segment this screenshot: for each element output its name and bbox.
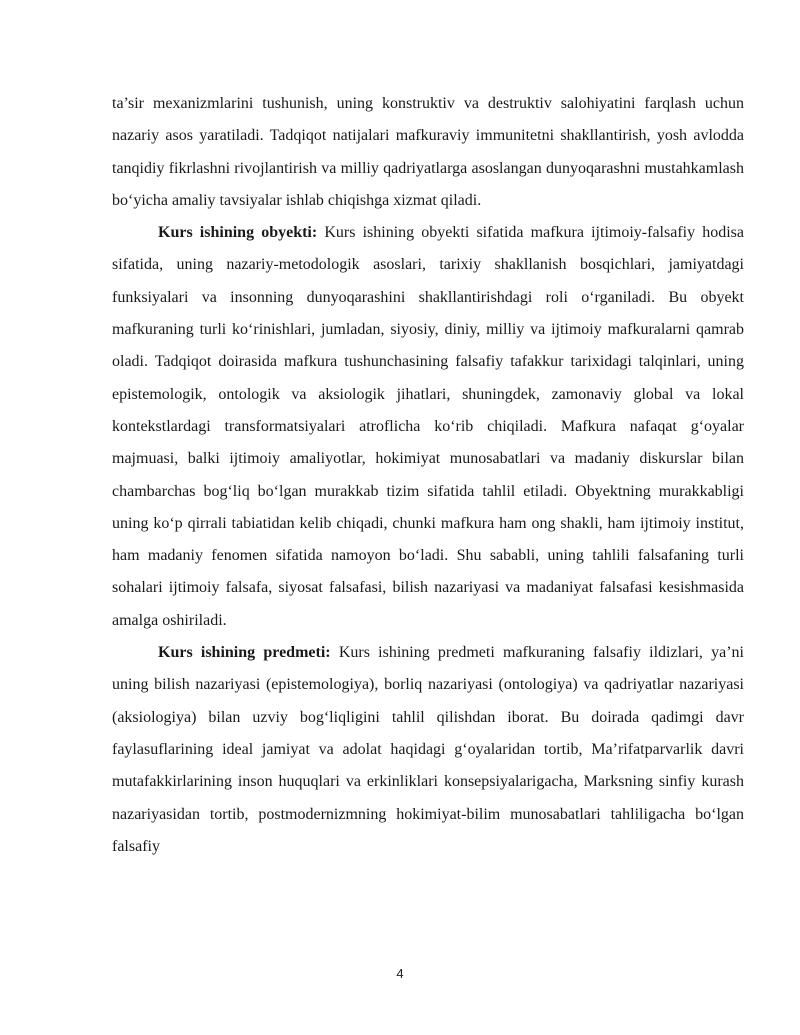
- paragraph-text: Kurs ishining predmeti mafkuraning falsafiy ildizlari, ya’ni uning bilish nazariyasi (epistemologiya), borliq nazariyasi (ontologiya) va qadriyatlar nazariyasi (aksiologiya) bilan uzviy bog‘liqligini tahlil qilishdan iborat. Bu doirada qadimgi davr faylasuflarining ideal jamiyat va adolat haqidagi g‘oyalaridan tortib, Ma’rifatparvarlik davri mutafakkirlarining inson huquqlari va erkinliklari konsepsiyalarigacha, Marksning sinfiy kurash nazariyasidan tortib, postmodernizmning hokimiyat-bilim munosabatlari tahliligacha bo‘lgan falsafiy: [112, 644, 745, 855]
- paragraph-subject: [112, 637, 744, 863]
- document-page: [112, 88, 744, 863]
- paragraph-object: [112, 217, 744, 637]
- paragraph-continuation: [112, 88, 744, 217]
- paragraph-text: ta’sir mexanizmlarini tushunish, uning konstruktiv va destruktiv salohiyatini farqlash uchun nazariy asos yaratiladi. Tadqiqot natijalari mafkuraviy immunitetni shakllantirish, yosh avlodda tanqidiy fikrlashni rivojlantirish va milliy qadriyatlarga asoslangan dunyoqarashni mustahkamlash bo‘yicha amaliy tavsiyalar ishlab chiqishga xizmat qiladi.: [112, 95, 744, 209]
- paragraph-text: Kurs ishining obyekti sifatida mafkura ijtimoiy-falsafiy hodisa sifatida, uning nazariy-metodologik asoslari, tarixiy shakllanish bosqichlari, jamiyatdagi funksiyalari va insonning dunyoqarashini shakllantirishdagi roli o‘rganiladi. Bu obyekt mafkuraning turli ko‘rinishlari, jumladan, siyosiy, diniy, milliy va ijtimoiy mafkuralarni qamrab oladi. Tadqiqot doirasida mafkura tushunchasining falsafiy tafakkur tarixidagi talqinlari, uning epistemologik, ontologik va aksiologik jihatlari, shuningdek, zamonaviy global va lokal kontekstlardagi transformatsiyalari atroflicha ko‘rib chiqiladi. Mafkura nafaqat g‘oyalar majmuasi, balki ijtimoiy amaliyotlar, hokimiyat munosabatlari va madaniy diskurslar bilan chambarchas bog‘liq bo‘lgan murakkab tizim sifatida tahlil etiladi. Obyektning murakkabligi uning ko‘p qirrali tabiatidan kelib chiqadi, chunki mafkura ham ong shakli, ham ijtimoiy institut, ham madaniy fenomen sifatida namoyon bo‘ladi. Shu sababli, uning tahlili falsafaning turli sohalari ijtimoiy falsafa, siyosat falsafasi, bilish nazariyasi va madaniyat falsafasi kesishmasida amalga oshiriladi.: [112, 224, 745, 629]
- paragraph-heading: Kurs ishining obyekti:: [158, 224, 318, 242]
- page-number: 4: [396, 966, 404, 981]
- paragraph-heading: Kurs ishining predmeti:: [158, 644, 331, 662]
